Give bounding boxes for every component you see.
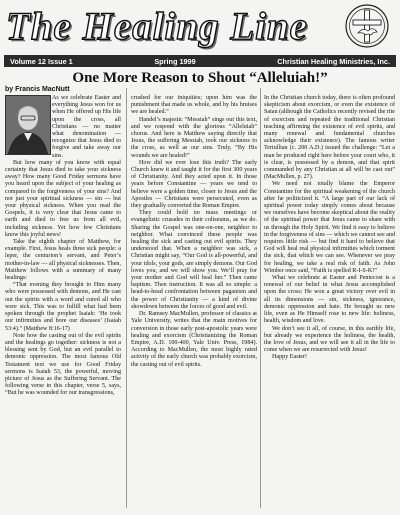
paragraph: How did we ever lose this truth? The early Church knew it and taught it for the first 300 years of Christianity. And they acted upon it. In those years before Constantine — years we tend to believe were a golden time, closer to Jesus and the Apostles — Christians were persecuted, even as they gradually converted the Roman Empire. <box>131 159 257 210</box>
issue-season: Spring 1999 <box>154 56 196 66</box>
article-byline: by Francis MacNutt <box>5 86 70 93</box>
paragraph: “That evening they brought to Him many who were possessed with demons, and He cast out the spirits with a word and cured all who were sick. This was to fulfill what had been spoken through the prophet Isaiah: ‘He took our infirmities and bore our diseases’ (Isaiah 53:4).” (Matthew 8:16-17) <box>5 282 121 332</box>
photo-wrap-space <box>5 95 52 158</box>
article-headline: One More Reason to Shout “Alleluiah!” <box>72 70 328 86</box>
newsletter-title: The Healing Line <box>6 5 308 48</box>
paragraph: But how many of you know with equal certainty that Jesus died to take your sickness away? How many Good Friday sermons have you heard upon the subject of your healing as compared to the forgiveness of your sins? And not just your spiritual sickness — sin — but your physical sickness. When you read the Gospels, it is very clear that Jesus came to earth and died to free us from all evil, including sickness. Yet how few Christians know this joyful news! <box>5 159 121 238</box>
article-column-2 <box>131 95 257 369</box>
issue-volume: Volume 12 Issue 1 <box>10 56 73 66</box>
cross-dove-emblem-icon <box>344 3 390 49</box>
masthead <box>6 3 394 51</box>
column-divider <box>260 88 261 508</box>
paragraph: Note how the casting out of the evil spirits and the healings go together: sickness is not a blessing sent by God, but an evil parallel to demonic oppression. The most famous Old Testament text we use for Good Friday sermons is Isaiah 53, the powerful, moving picture of Jesus as the Suffering Servant. The following verse in this chapter, verse 5, says, “But he was wounded for our transgressions, <box>5 332 121 397</box>
paragraph: Take the eighth chapter of Matthew, for example. First, Jesus heals three sick people: a leper, the centurion’s servant, and Peter’s mother-in-law — all physical sicknesses. Then, Matthew follows with a summary of many healings: <box>5 239 121 282</box>
issue-info-bar <box>4 55 396 67</box>
closing-line: Happy Easter! <box>272 354 308 361</box>
publisher-name: Christian Healing Ministries, Inc. <box>277 56 390 66</box>
paragraph: We need not totally blame the Emperor Constantine for the spiritual weakening of the church after he politicized it. “A large part of our lack of spiritual power today simply comes about because we ourselves have become skeptical about the reality of the spiritual power that Jesus came to share with us through the Holy Spirit. We find it easy to believe in the forgiveness of sins — which we cannot see and requires little risk — but find it hard to believe that God will heal real physical infirmities which torment the sick, that which we can see. Whenever we pray for healing, we take a real risk of faith. As John Wimber once said, “Faith is spelled R-I-S-K!” <box>264 181 395 274</box>
article-column-1 <box>5 95 121 398</box>
column-divider <box>126 88 127 508</box>
paragraph: In the Christian church today, there is often profound skepticism about exorcism, or even the existence of Satan (although the Catholics recently revised the rite of exorcism and repeated the traditional Christian teaching affirming the existence of evil spirits, and many renewal and fundamental churches acknowledge their existence). The famous writer Tertullian (c. 200 A.D.) issued the challenge: “Let a man be produced right here before your court who, it is clear, is possessed by a demon, and that spirit commanded by any Christian at all will be cast out” (MacMullen, p. 27). <box>264 95 395 181</box>
paragraph: As we celebrate Easter and everything Jesus won for us when He offered up His life upon the cross, all Christians — no matter what denomination — recognize that Jesus died to forgive and take away our sins. <box>52 95 121 159</box>
paragraph: They could hold no mass meetings or evangelistic crusades in their coliseums, as we do. Sharing the Gospel was one-on-one, neighbor to neighbor. What convinced these people was healing the sick and casting out evil spirits. They understood that. When a neighbor was sick, a Christian might say, “Our God is all-powerful, and your idols, your gods, are simply demons. Our God loves you, and we will show you. We’ll pray for your mother and God will heal her.” Then came baptism. Then instruction. It was all so simple: a head-to-head confrontation between paganism and the power of Christianity — a kind of divine showdown between the forces of good and evil. <box>131 210 257 310</box>
paragraph: Handel’s majestic “Messiah” sings out this text, and we respond with the glorious “Alleluiah” chorus. And here is Matthew saying directly that Jesus, the suffering Messiah, took our sickness to the cross, as well as our sins. Truly, “By His wounds we are healed!” <box>131 116 257 159</box>
paragraph: We don’t see it all, of course, in this earthly life, but already we experience the holiness, the health, the love of Jesus, and we will see it all in the life to come when we are resurrected with Jesus! <box>264 325 395 354</box>
paragraph: crushed for our iniquities; upon him was the punishment that made us whole, and by his bruises we are healed.” <box>131 95 257 116</box>
paragraph: Dr. Ramsey MacMullen, professor of classics at Yale University, writes that the main motives for conversion in those early post-apostolic years were healing and exorcism (Christianizing the Roman Empire, A.D. 100-400, Yale Univ. Press, 1984). According to MacMullen, the most highly rated activity of the early church was probably exorcism, the casting out of evil spirits. <box>131 311 257 368</box>
paragraph: What we celebrate at Easter and Pentecost is a renewal of our belief in what Jesus accomplished upon the cross: He won a great victory over evil in all its dimensions — sin, sickness, ignorance, demonic oppression and hate. He brought us new life, even as He Himself rose to new life: holiness, health, wisdom and love. <box>264 275 395 325</box>
article-column-3 <box>264 95 395 362</box>
